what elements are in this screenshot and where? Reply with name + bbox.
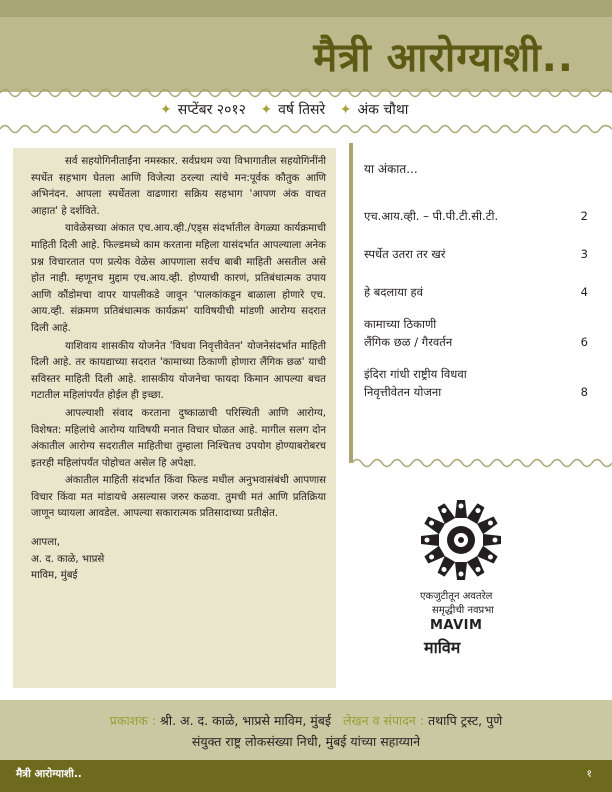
logo-tagline: एकजुटीतून अवतरेल [420, 591, 493, 602]
toc-page-number: 2 [580, 209, 588, 223]
editorial-paragraph: आपल्याशी संवाद करताना दुष्काळाची परिस्थिती आणि आरोग्य, विशेषत: महिलांचे आरोग्य याविषयी मनात विचार घोळत आहे. मागील सलग दोन अंकातील आरोग्य सदरातील माहितीचा तुम्हाला निश्चितच उपयोग होण्याबरोबरच इतरही महिलांपर्यंत पोहोचत असेल हि अपेक्षा. [31, 407, 326, 469]
editor-name: तथापि ट्रस्ट, पुणे [428, 713, 503, 728]
wave-divider-bottom [0, 122, 612, 136]
editorial-paragraph: सर्व सहयोगिनीताईंना नमस्कार. सर्वप्रथम ज्या विभागातील सहयोगिनींनी स्पर्धेत सहभाग घेतला आणि विजेत्या ठरल्या त्यांचे मन:पूर्वक कौतुक आणि अभिनंदन. आपला स्पर्धेतला वाढणारा सक्रिय सहभाग 'आपण अंक वाचत आहात' हे दर्शविते. [31, 156, 326, 217]
publisher-label: प्रकाशक : [109, 713, 156, 728]
page-number: १ [586, 768, 592, 780]
editorial-box [13, 148, 336, 688]
masthead-stripe [0, 0, 612, 17]
logo-name-marathi: माविम [424, 638, 461, 657]
column-divider [349, 143, 353, 463]
toc-item[interactable]: हे बदलाया हवं 4 [364, 285, 588, 299]
running-title: मैत्री आरोग्याशी.. [16, 768, 82, 780]
toc-item[interactable]: इंदिरा गांधी राष्ट्रीय विधवा निवृत्तीवेतन योजना 8 [364, 367, 588, 399]
wave-divider-top [0, 86, 612, 100]
editorial-paragraph: यावेळेसच्या अंकात एच.आय.व्ही./एड्स संदर्भातील वेगळ्या कार्यक्रमाची माहिती दिली आहे. फिल्डमध्ये काम करताना महिला यासंदर्भात आपल्याला अनेक प्रश्न विचारतात पण प्रत्येक वेळेस आपणाला सर्वच बाबी माहिती असतील असे होत नाही. म्हणूनच मुद्दाम एच.आय.व्ही. होण्याची कारणं, प्रतिबंधात्मक उपाय आणि कौंडोमचा वापर यापलीकडे जावून 'पालकांकडून बाळाला होणारे एच. आय.व्ही. संक्रमण प्रतिबंधात्मक कार्यक्रम' याविषयीची मांडणी आरोग्य सदरात दिली आहे. [31, 223, 326, 334]
credits [0, 710, 612, 752]
issue-year: ✦ वर्ष तिसरे [260, 102, 326, 118]
mavim-emblem-icon [416, 496, 506, 584]
toc-item[interactable]: स्पर्धेत उतरा तर खरं 3 [364, 247, 588, 261]
star-bullet-icon: ✦ [260, 102, 273, 118]
star-bullet-icon: ✦ [160, 102, 172, 118]
logo-tagline: समृद्धीची नवप्रभा [432, 605, 494, 616]
star-bullet-icon: ✦ [339, 102, 352, 118]
editor-label: लेखन व संपादन : [342, 713, 425, 728]
issue-info [160, 100, 418, 119]
logo-name-english: MAVIM [430, 618, 483, 633]
credits-line-1 [0, 710, 612, 731]
issue-date: ✦ सप्टेंबर २०१२ [160, 102, 246, 118]
contents-wave-divider [352, 456, 612, 470]
toc-page-number: 3 [580, 247, 588, 261]
toc-item[interactable]: कामाच्या ठिकाणी लैंगिक छळ / गैरवर्तन 6 [364, 317, 588, 349]
table-of-contents [364, 160, 588, 401]
newsletter-title: मैत्री आरोग्याशी.. [313, 35, 574, 81]
editorial-signoff: आपला, अ. द. काळे, भाप्रसे माविम, मुंबई [31, 537, 105, 582]
publisher-name: श्री. अ. द. काळे, भाप्रसे माविम, मुंबई [159, 713, 332, 728]
toc-page-number: 6 [580, 335, 588, 349]
contents-heading: या अंकात... [364, 162, 418, 176]
issue-number: ✦ अंक चौथा [339, 102, 409, 118]
toc-item[interactable]: एच.आय.व्ही. – पी.पी.टी.सी.टी. 2 [364, 209, 588, 223]
editorial-paragraph: अंकातील माहिती संदर्भात किंवा फिल्ड मधील अनुभवासंबंधी आपणास विचार किंवा मत मांडायचे असल्यास जरुर कळवा. तुमची मतं आणि प्रतिक्रिया जाणून घ्यायला आवडेल. आपल्या सकारात्मक प्रतिसादाच्या प्रतीक्षेत. [31, 475, 326, 520]
toc-page-number: 4 [580, 285, 588, 299]
bottom-bar [0, 760, 612, 792]
toc-page-number: 8 [580, 385, 588, 399]
editorial-paragraph: याशिवाय शासकीय योजनेत 'विधवा निवृत्तीवेतन' योजनेसंदर्भात माहिती दिली आहे. तर कायद्याच्या सदरात 'कामाच्या ठिकाणी होणारा लैंगिक छळ' याची सविस्तर माहिती दिली आहे. शासकीय योजनेचा फायदा किमान आपल्या बचत गटातील महिलांपर्यंत होईल ही इच्छा. [31, 340, 326, 402]
masthead [0, 0, 612, 92]
support-line: संयुक्त राष्ट्र लोकसंख्या निधी, मुंबई यांच्या सहाय्याने [191, 734, 421, 749]
